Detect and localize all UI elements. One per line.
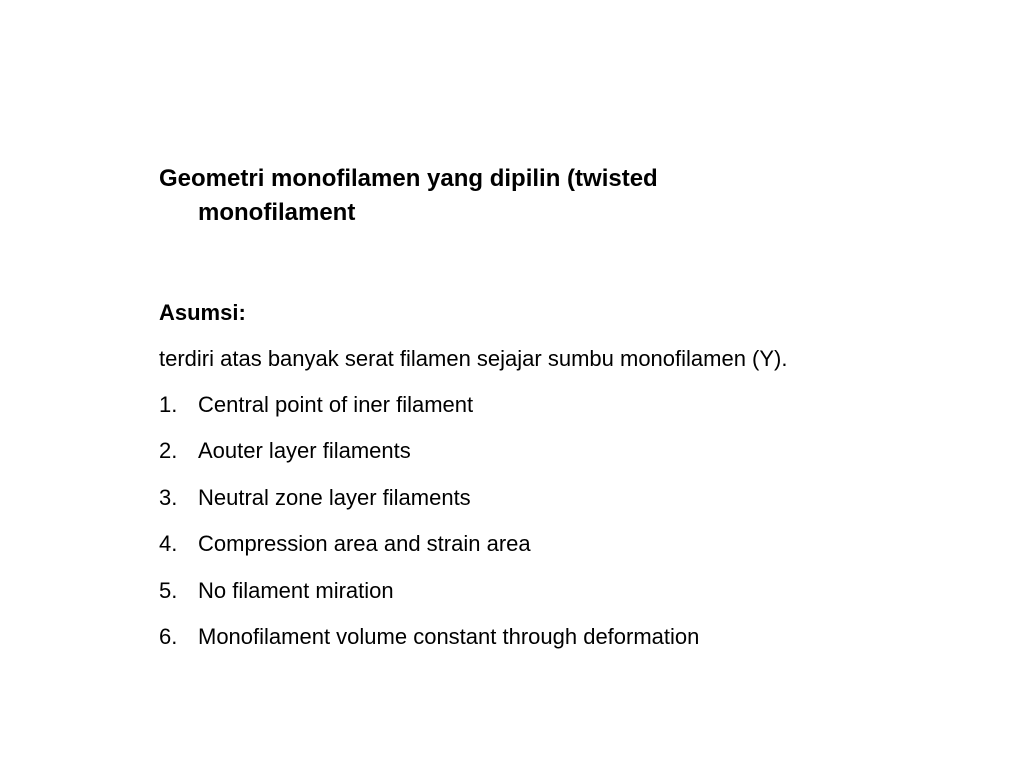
- list-item-text: No filament miration: [198, 577, 394, 603]
- slide-title-line-2: monofilament: [198, 199, 356, 226]
- intro-text: terdiri atas banyak serat filamen sejajar sumbu monofilamen (Y).: [159, 346, 788, 371]
- list-item-number: 1.: [159, 392, 178, 417]
- list-item-text: Compression area and strain area: [198, 531, 531, 557]
- slide-title-line-1: Geometri monofilamen yang dipilin (twisted: [159, 165, 658, 192]
- list-item-number: 2.: [159, 438, 178, 464]
- list-item-text: Neutral zone layer filaments: [198, 484, 471, 510]
- list-item-number: 3.: [159, 484, 178, 510]
- list-item-number: 6.: [159, 623, 178, 649]
- list-item-text: Monofilament volume constant through deformation: [198, 623, 700, 649]
- slide-title: [159, 162, 859, 230]
- list-item-number: 4.: [159, 531, 178, 557]
- list-item-number: 5.: [159, 577, 178, 603]
- list-item-text: Central point of iner filament: [198, 392, 474, 417]
- list-item-text: Aouter layer filaments: [198, 438, 411, 464]
- subheading-asumsi: Asumsi:: [159, 300, 246, 325]
